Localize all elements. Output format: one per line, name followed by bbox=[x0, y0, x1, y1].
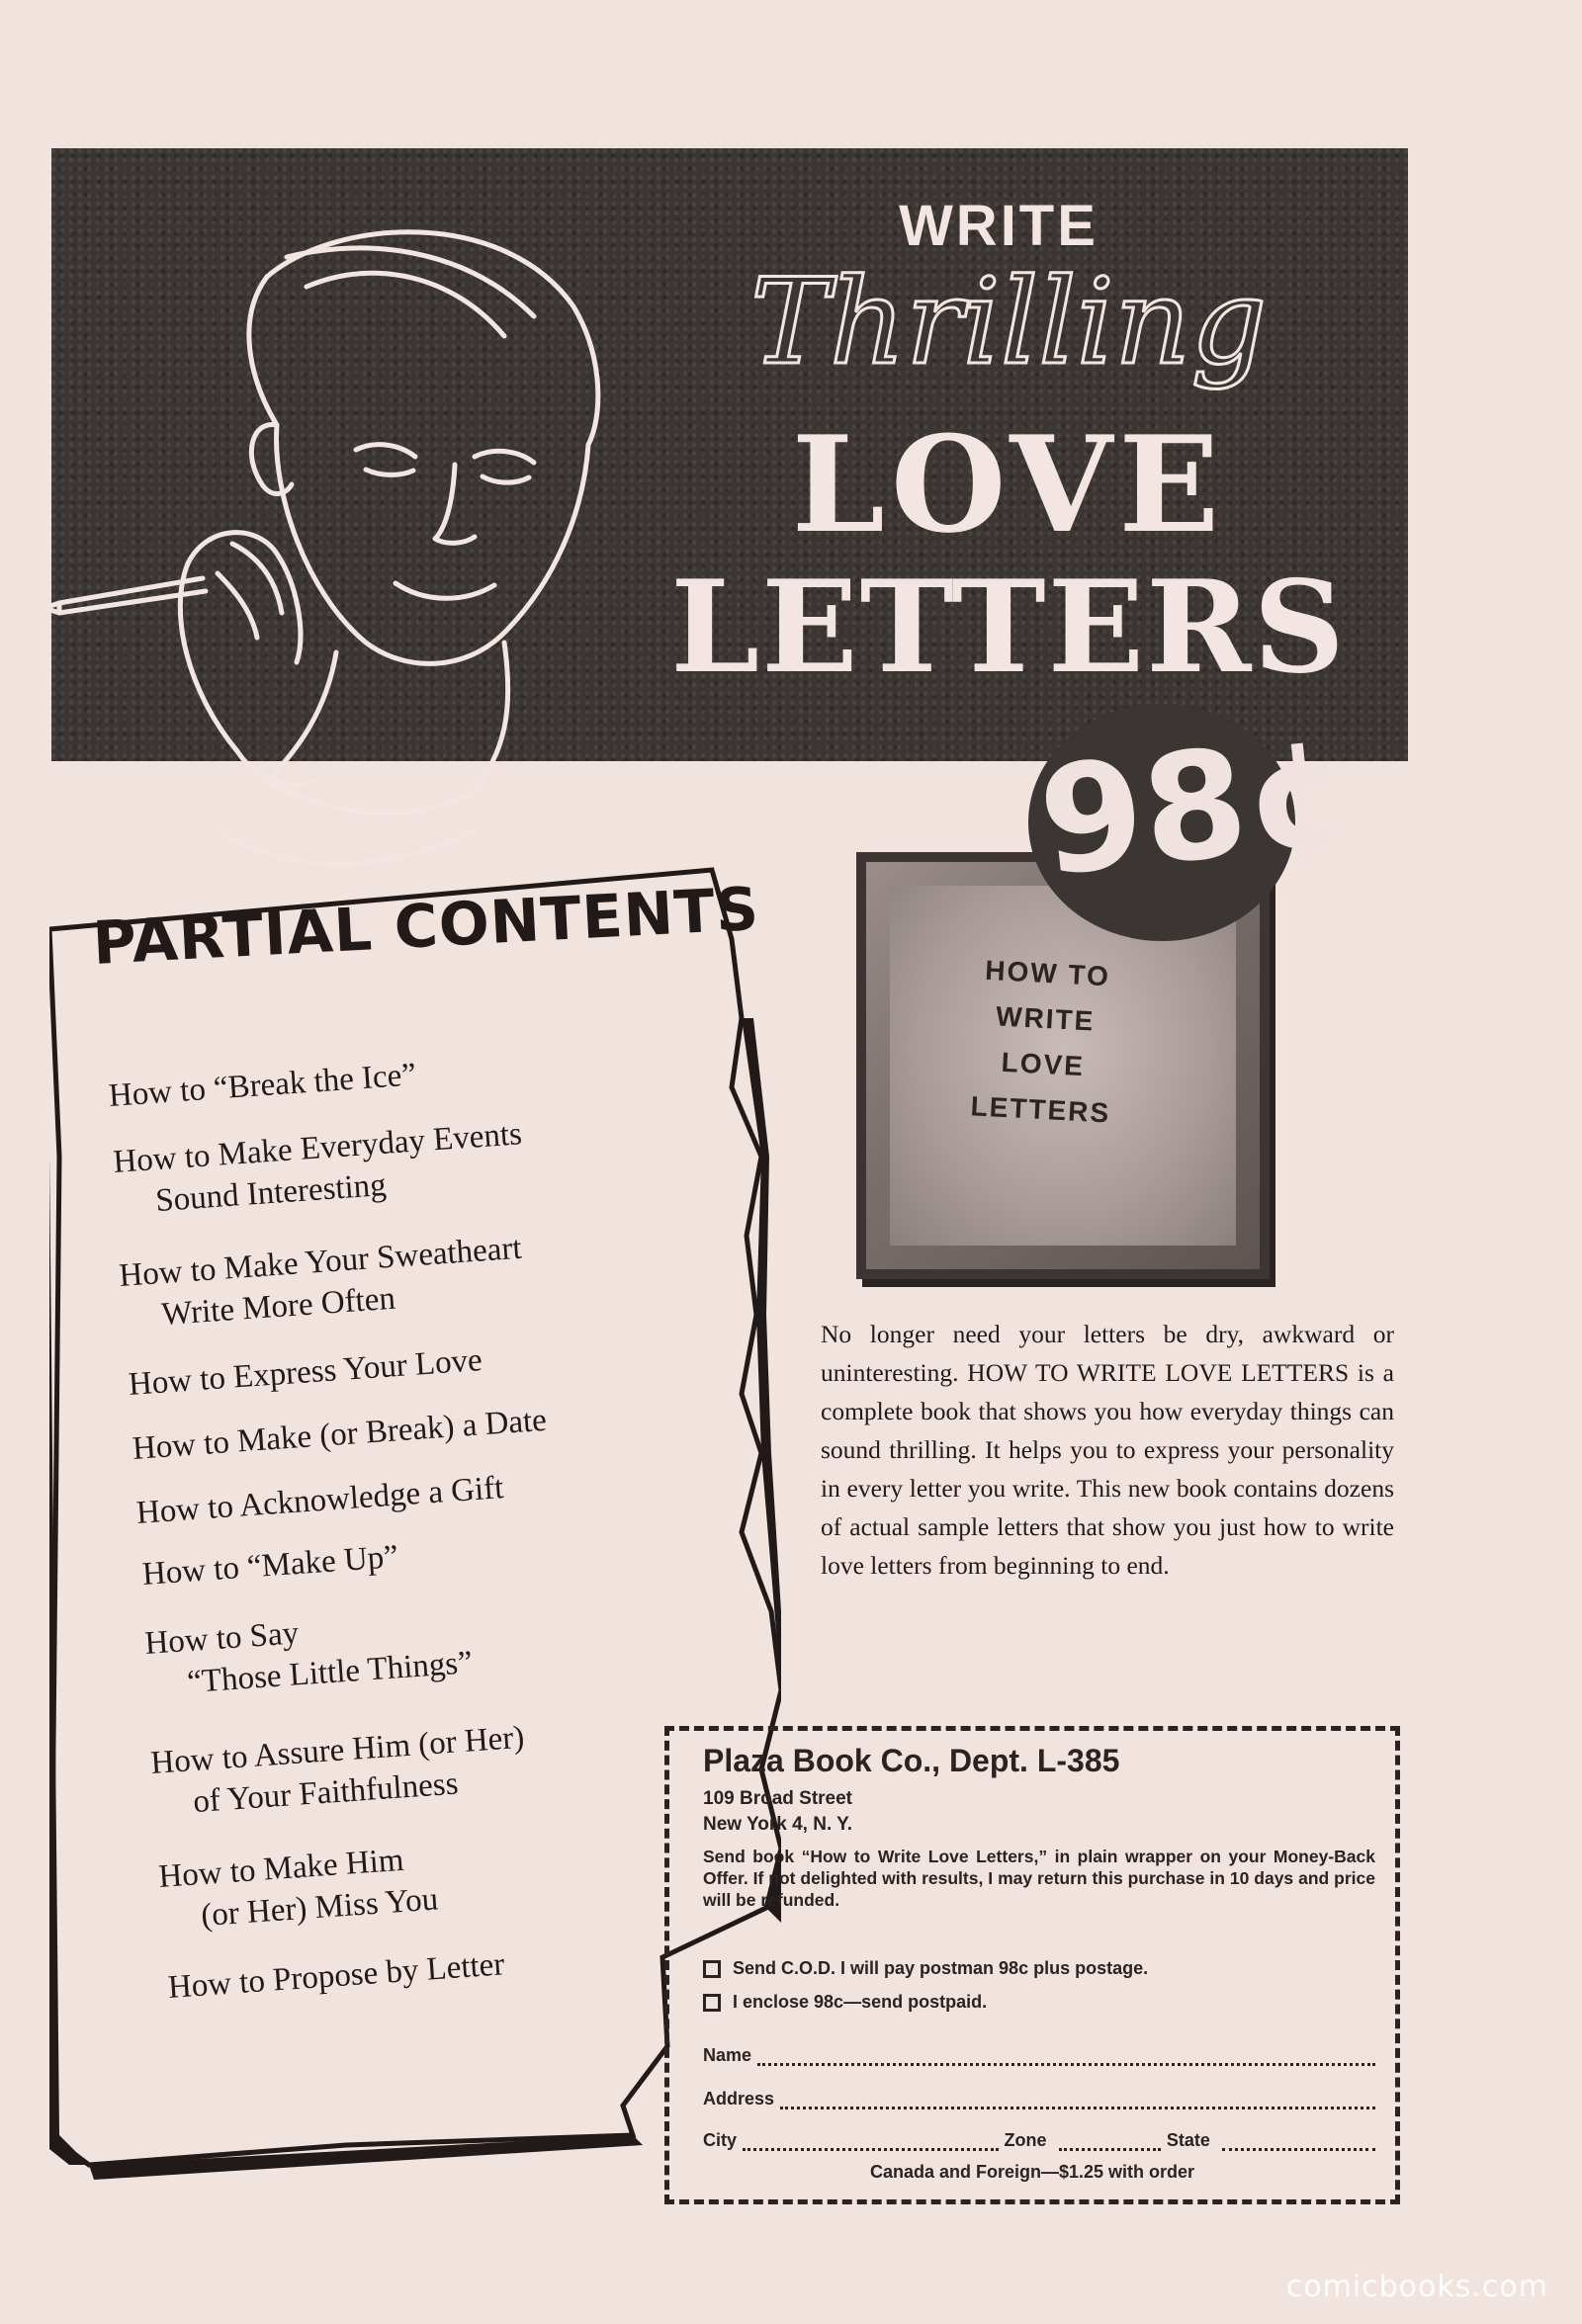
book-cover-line: WRITE bbox=[995, 1000, 1097, 1037]
state-label: State bbox=[1166, 2130, 1210, 2150]
coupon-street: 109 Broad Street bbox=[703, 1788, 853, 1809]
contents-item-line1: How to Make (or Break) a Date bbox=[131, 1402, 548, 1467]
coupon-city: New York 4, N. Y. bbox=[703, 1814, 853, 1835]
contents-item-line2: Write More Often bbox=[160, 1280, 396, 1334]
contents-item-line1: How to “Make Up” bbox=[140, 1538, 399, 1592]
book-cover-title bbox=[921, 945, 1167, 1139]
coupon-option-cod[interactable] bbox=[703, 1958, 1148, 1979]
contents-item bbox=[118, 1228, 526, 1338]
order-coupon[interactable] bbox=[664, 1726, 1400, 2204]
name-line[interactable] bbox=[757, 2049, 1375, 2066]
book-cover-line: HOW TO bbox=[984, 954, 1111, 992]
contents-item-line2: Sound Interesting bbox=[154, 1166, 388, 1220]
name-field[interactable] bbox=[703, 2045, 1375, 2066]
contents-item-line1: How to “Break the Ice” bbox=[107, 1057, 418, 1114]
contents-item-line1: How to Make Him bbox=[157, 1842, 405, 1896]
city-label: City bbox=[703, 2130, 738, 2150]
contents-item bbox=[112, 1113, 526, 1225]
zone-line[interactable] bbox=[1059, 2134, 1161, 2151]
contents-item bbox=[108, 1054, 418, 1117]
zone-label: Zone bbox=[1004, 2130, 1047, 2150]
contents-item-line1: How to Propose by Letter bbox=[166, 1946, 506, 2006]
contents-item bbox=[141, 1536, 400, 1595]
contents-item-line1: How to Say bbox=[143, 1615, 301, 1663]
price-label: 98¢ bbox=[1031, 706, 1359, 910]
headline-love: LOVE bbox=[791, 406, 1226, 562]
contents-item bbox=[157, 1838, 439, 1939]
contents-item-line2: “Those Little Things” bbox=[186, 1645, 474, 1701]
contents-item-line1: How to Make Your Sweatheart bbox=[118, 1230, 523, 1295]
contents-item-line1: How to Make Everyday Events bbox=[112, 1116, 524, 1181]
headline-write: WRITE bbox=[899, 194, 1099, 258]
contents-item bbox=[128, 1339, 483, 1406]
cod-checkbox[interactable] bbox=[703, 1960, 721, 1978]
contents-item bbox=[135, 1467, 505, 1534]
address-line[interactable] bbox=[780, 2093, 1375, 2109]
coupon-footer: Canada and Foreign—$1.25 with order bbox=[869, 2162, 1195, 2182]
coupon-company: Plaza Book Co., Dept. L-385 bbox=[703, 1743, 1120, 1778]
coupon-option-prepaid[interactable] bbox=[703, 1992, 987, 2013]
headline-thrilling: Thrilling bbox=[749, 254, 1268, 391]
name-label: Name bbox=[703, 2045, 752, 2065]
contents-item-line2: of Your Faithfulness bbox=[192, 1765, 460, 1821]
contents-item-line1: How to Assure Him (or Her) bbox=[149, 1719, 526, 1782]
prepaid-checkbox[interactable] bbox=[703, 1994, 721, 2012]
contents-title: PARTIAL CONTENTS bbox=[91, 874, 761, 979]
address-label: Address bbox=[703, 2089, 775, 2109]
contents-item-line1: How to Express Your Love bbox=[127, 1342, 483, 1403]
contents-item-line1: How to Acknowledge a Gift bbox=[134, 1470, 505, 1531]
contents-item-line2: (or Her) Miss You bbox=[200, 1881, 440, 1935]
contents-item bbox=[132, 1400, 549, 1470]
cod-label: Send C.O.D. I will pay postman 98c plus postage. bbox=[733, 1958, 1149, 1978]
book-cover-line: LOVE bbox=[1000, 1046, 1086, 1082]
book-cover-line: LETTERS bbox=[969, 1090, 1111, 1129]
state-line[interactable] bbox=[1222, 2134, 1375, 2151]
contents-item bbox=[167, 1943, 506, 2009]
contents-item bbox=[143, 1600, 474, 1706]
contents-item bbox=[149, 1717, 528, 1826]
product-description: No longer need your letters be dry, awkward or uninteresting. HOW TO WRITE LOVE LETTERS is a complete book that shows you how everyday things can sound thrilling. It helps you to express your personality in every letter you write. This new book contains dozens of actual sample letters that show you just how to write love letters from beginning to end. bbox=[821, 1320, 1394, 1580]
city-line[interactable] bbox=[743, 2134, 998, 2151]
city-field[interactable] bbox=[703, 2130, 1375, 2151]
address-field[interactable] bbox=[703, 2089, 1375, 2109]
headline-letters: LETTERS bbox=[670, 554, 1347, 702]
coupon-offer-text: Send book “How to Write Love Letters,” in plain wrapper on your Money-Back Offer. If not delighted with results, I may return this purchase in 10 days and price will be refunded. bbox=[703, 1847, 1375, 1910]
prepaid-label: I enclose 98c—send postpaid. bbox=[733, 1992, 988, 2012]
watermark: comicbooks.com bbox=[1285, 2270, 1548, 2304]
man-writing-illustration bbox=[40, 198, 633, 890]
